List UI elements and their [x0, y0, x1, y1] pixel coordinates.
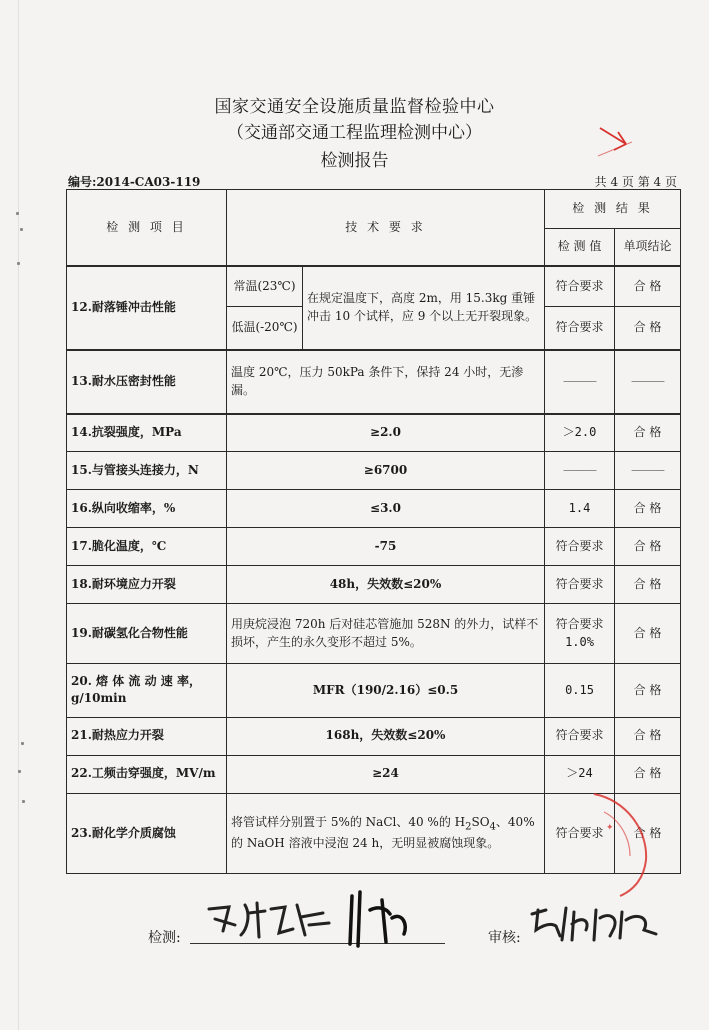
check-label: 检测:	[148, 930, 181, 946]
table-row	[67, 266, 681, 307]
requirement-cell: 在规定温度下，高度 2m，用 15.3kg 重锤冲击 10 个试样，应 9 个以上无开裂现象。	[303, 266, 545, 350]
conclusion-cell: 合 格	[615, 414, 681, 452]
header-value: 检 测 值	[545, 229, 615, 266]
report-number: 编号:2014-CA03-119	[68, 175, 201, 189]
conclusion-cell: 合 格	[615, 490, 681, 528]
center-name: 国家交通安全设施质量监督检验中心	[214, 97, 495, 117]
center-subname: （交通部交通工程监理检测中心）	[227, 123, 482, 143]
requirement-text: 将管试样分别置于 5%的 NaCl、40 %的 H	[231, 815, 466, 830]
condition-cell: 常温(23℃)	[227, 266, 303, 307]
value-cell: ＞24	[545, 755, 615, 793]
value-number: 1.0%	[565, 634, 594, 649]
value-cell: ＞2.0	[545, 414, 615, 452]
header-item: 检 测 项 目	[67, 190, 227, 266]
value-cell: 符合要求	[545, 793, 615, 873]
item-cell: 16.纵向收缩率，%	[67, 490, 227, 528]
requirement-cell: MFR（190/2.16）≤0.5	[227, 664, 545, 717]
table-row	[67, 717, 681, 755]
table-row	[67, 664, 681, 717]
table-row	[67, 414, 681, 452]
requirement-cell: ≤3.0	[227, 490, 545, 528]
conclusion-cell: 合 格	[615, 717, 681, 755]
item-cell: 18.耐环境应力开裂	[67, 566, 227, 604]
corner-mark-icon	[596, 120, 636, 164]
requirement-cell: 用庚烷浸泡 720h 后对硅芯管施加 528N 的外力，试样不损坏，产生的永久变形不超过 5%。	[227, 604, 545, 664]
svg-text:✦: ✦	[606, 823, 614, 833]
scan-mark	[17, 262, 20, 265]
requirement-cell	[227, 793, 545, 873]
conclusion-cell: 合 格	[615, 664, 681, 717]
table-row	[67, 452, 681, 490]
item-cell: 17.脆化温度，℃	[67, 528, 227, 566]
reviewer-signature	[526, 900, 666, 948]
page-count: 共 4 页 第 4 页	[594, 175, 677, 189]
scan-mark	[20, 228, 23, 231]
conclusion-cell: 合 格	[615, 307, 681, 350]
conclusion-cell: 合 格	[615, 266, 681, 307]
table-row	[67, 490, 681, 528]
conclusion-cell: 合 格	[615, 566, 681, 604]
conclusion-cell: 合 格	[615, 604, 681, 664]
requirement-text: 、40%的 NaOH 溶液中浸泡 24 h，无明显被腐蚀现象。	[231, 815, 535, 851]
conclusion-cell: 合 格	[615, 528, 681, 566]
item-cell: 19.耐碳氢化合物性能	[67, 604, 227, 664]
value-cell: ———	[545, 452, 615, 490]
scan-mark	[16, 212, 19, 215]
review-label: 审核:	[488, 930, 521, 946]
table-row	[67, 528, 681, 566]
value-cell: 符合要求	[545, 566, 615, 604]
inspector-signature-1	[205, 895, 335, 945]
conclusion-cell: ———	[615, 452, 681, 490]
requirement-cell: ≥24	[227, 755, 545, 793]
item-cell: 20. 熔 体 流 动 速 率，g/10min	[67, 664, 227, 717]
conclusion-cell: 合 格	[615, 793, 681, 873]
item-cell: 12.耐落锤冲击性能	[67, 266, 227, 350]
value-cell	[545, 604, 615, 664]
scan-mark	[21, 742, 24, 745]
requirement-cell: ≥6700	[227, 452, 545, 490]
requirement-cell: -75	[227, 528, 545, 566]
value-cell: 1.4	[545, 490, 615, 528]
table-row	[67, 604, 681, 664]
item-cell: 13.耐水压密封性能	[67, 350, 227, 414]
table-row	[67, 755, 681, 793]
test-results-table	[66, 189, 681, 874]
item-cell: 14.抗裂强度，MPa	[67, 414, 227, 452]
conclusion-cell: ———	[615, 350, 681, 414]
table-row	[67, 350, 681, 414]
scan-mark	[18, 770, 21, 773]
conclusion-cell: 合 格	[615, 755, 681, 793]
value-cell: 符合要求	[545, 717, 615, 755]
inspector-signature-2	[342, 888, 422, 950]
value-cell: ———	[545, 350, 615, 414]
item-cell: 21.耐热应力开裂	[67, 717, 227, 755]
item-cell: 22.工频击穿强度，MV/m	[67, 755, 227, 793]
requirement-cell: 168h，失效数≤20%	[227, 717, 545, 755]
value-cell: 符合要求	[545, 307, 615, 350]
value-cell: 符合要求	[545, 528, 615, 566]
table-header-row	[67, 190, 681, 229]
subscript: 4	[489, 821, 496, 833]
official-seal-icon	[586, 790, 656, 900]
requirement-cell: 温度 20℃，压力 50kPa 条件下，保持 24 小时，无渗漏。	[227, 350, 545, 414]
value-cell: 符合要求	[545, 266, 615, 307]
subscript: 2	[465, 821, 472, 833]
scan-mark	[22, 800, 25, 803]
requirement-text: SO	[471, 815, 490, 830]
header-result: 检 测 结 果	[545, 190, 681, 229]
value-text: 符合要求	[555, 617, 604, 632]
item-cell: 23.耐化学介质腐蚀	[67, 793, 227, 873]
header-requirement: 技 术 要 求	[227, 190, 545, 266]
item-cell: 15.与管接头连接力，N	[67, 452, 227, 490]
requirement-cell: 48h，失效数≤20%	[227, 566, 545, 604]
table-row	[67, 566, 681, 604]
condition-cell: 低温(-20℃)	[227, 307, 303, 350]
header-conclusion: 单项结论	[615, 229, 681, 266]
value-cell: 0.15	[545, 664, 615, 717]
report-title: 检测报告	[320, 151, 389, 171]
requirement-cell: ≥2.0	[227, 414, 545, 452]
